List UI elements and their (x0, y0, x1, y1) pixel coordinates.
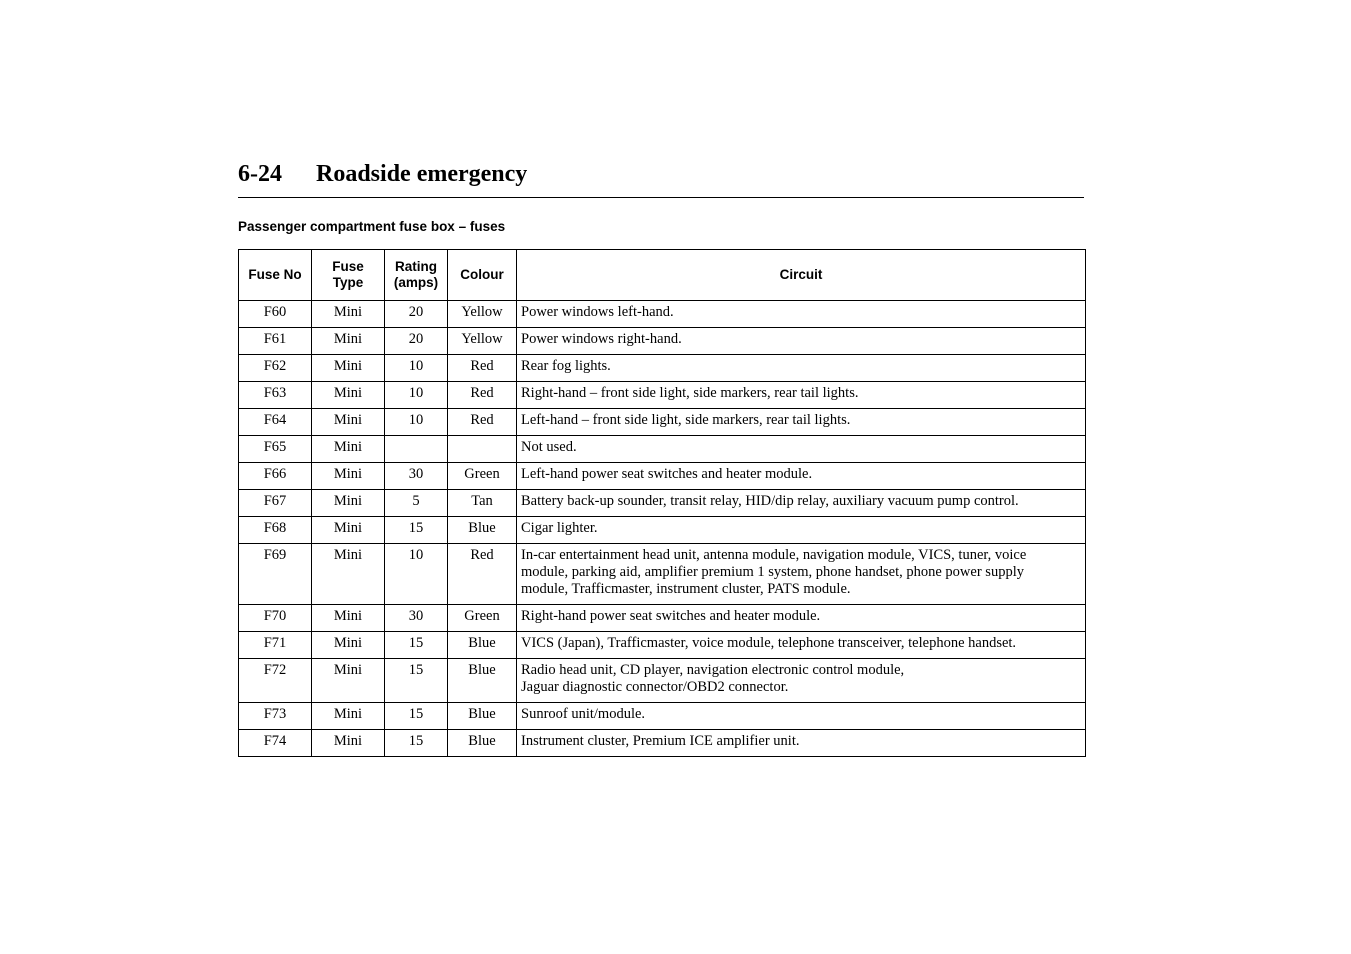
cell-fuse-no: F67 (239, 490, 312, 517)
cell-rating: 15 (385, 632, 448, 659)
circuit-line: VICS (Japan), Trafficmaster, voice module, telephone transceiver, telephone handset. (521, 635, 1017, 651)
table-row (239, 382, 1086, 409)
cell-fuse-type: Mini (312, 517, 385, 544)
cell-circuit (517, 355, 1086, 382)
cell-rating: 10 (385, 409, 448, 436)
column-header-fuse-no: Fuse No (239, 250, 312, 301)
cell-fuse-no: F63 (239, 382, 312, 409)
cell-rating: 5 (385, 490, 448, 517)
circuit-line: Cigar lighter. (521, 520, 598, 536)
page-header (238, 158, 1084, 198)
cell-rating: 10 (385, 382, 448, 409)
table-row (239, 659, 1086, 703)
cell-fuse-type: Mini (312, 409, 385, 436)
cell-fuse-type: Mini (312, 490, 385, 517)
cell-rating: 15 (385, 659, 448, 703)
cell-circuit (517, 544, 1086, 605)
cell-fuse-no: F72 (239, 659, 312, 703)
cell-circuit (517, 409, 1086, 436)
cell-fuse-type: Mini (312, 659, 385, 703)
circuit-line: Not used. (521, 439, 577, 455)
cell-circuit (517, 490, 1086, 517)
table-row (239, 436, 1086, 463)
table-header-row (239, 250, 1086, 301)
table-row (239, 355, 1086, 382)
cell-fuse-type: Mini (312, 355, 385, 382)
cell-colour: Red (448, 544, 517, 605)
cell-fuse-type: Mini (312, 730, 385, 757)
cell-circuit (517, 463, 1086, 490)
cell-colour: Red (448, 409, 517, 436)
cell-circuit (517, 382, 1086, 409)
cell-fuse-no: F61 (239, 328, 312, 355)
circuit-line: module, parking aid, amplifier premium 1 system, phone handset, phone power supply (521, 564, 1024, 580)
cell-fuse-type: Mini (312, 301, 385, 328)
cell-circuit (517, 517, 1086, 544)
cell-circuit (517, 659, 1086, 703)
circuit-line: In-car entertainment head unit, antenna module, navigation module, VICS, tuner, voice (521, 547, 1027, 563)
cell-colour: Blue (448, 730, 517, 757)
cell-colour: Red (448, 382, 517, 409)
cell-colour: Blue (448, 659, 517, 703)
circuit-line: Sunroof unit/module. (521, 706, 646, 722)
cell-fuse-no: F70 (239, 605, 312, 632)
column-header-colour: Colour (448, 250, 517, 301)
circuit-line: module, Trafficmaster, instrument cluster, PATS module. (521, 581, 851, 597)
cell-rating: 10 (385, 355, 448, 382)
cell-rating: 15 (385, 730, 448, 757)
cell-circuit (517, 328, 1086, 355)
cell-circuit (517, 730, 1086, 757)
cell-fuse-no: F62 (239, 355, 312, 382)
circuit-line: Rear fog lights. (521, 358, 611, 374)
cell-fuse-no: F64 (239, 409, 312, 436)
cell-colour: Green (448, 605, 517, 632)
circuit-line: Jaguar diagnostic connector/OBD2 connector. (521, 679, 789, 695)
table-row (239, 490, 1086, 517)
cell-fuse-no: F68 (239, 517, 312, 544)
cell-colour: Blue (448, 517, 517, 544)
circuit-line: Instrument cluster, Premium ICE amplifier unit. (521, 733, 800, 749)
page-title (238, 158, 527, 190)
cell-colour: Green (448, 463, 517, 490)
page-number: 6-24 (238, 161, 282, 187)
circuit-line: Right-hand – front side light, side markers, rear tail lights. (521, 385, 859, 401)
cell-fuse-type: Mini (312, 632, 385, 659)
cell-fuse-type: Mini (312, 382, 385, 409)
cell-fuse-type: Mini (312, 544, 385, 605)
cell-rating: 30 (385, 605, 448, 632)
cell-fuse-no: F74 (239, 730, 312, 757)
table-row (239, 463, 1086, 490)
cell-circuit (517, 436, 1086, 463)
cell-colour (448, 436, 517, 463)
cell-rating: 30 (385, 463, 448, 490)
cell-fuse-no: F69 (239, 544, 312, 605)
cell-colour: Yellow (448, 301, 517, 328)
table-row (239, 730, 1086, 757)
circuit-line: Left-hand – front side light, side markers, rear tail lights. (521, 412, 851, 428)
circuit-line: Power windows right-hand. (521, 331, 682, 347)
cell-rating: 20 (385, 328, 448, 355)
cell-colour: Yellow (448, 328, 517, 355)
table-body (239, 301, 1086, 757)
cell-circuit (517, 605, 1086, 632)
fuse-table (238, 249, 1086, 757)
table-row (239, 703, 1086, 730)
table-row (239, 544, 1086, 605)
table-row (239, 409, 1086, 436)
cell-rating: 15 (385, 517, 448, 544)
table-row (239, 517, 1086, 544)
cell-circuit (517, 703, 1086, 730)
cell-fuse-type: Mini (312, 328, 385, 355)
table-row (239, 328, 1086, 355)
cell-fuse-type: Mini (312, 463, 385, 490)
table-row (239, 301, 1086, 328)
circuit-line: Battery back-up sounder, transit relay, HID/dip relay, auxiliary vacuum pump control. (521, 493, 1019, 509)
cell-circuit (517, 301, 1086, 328)
cell-fuse-no: F73 (239, 703, 312, 730)
cell-colour: Tan (448, 490, 517, 517)
cell-rating: 15 (385, 703, 448, 730)
section-title: Roadside emergency (316, 161, 528, 187)
cell-colour: Blue (448, 703, 517, 730)
column-header-rating: Rating (amps) (385, 250, 448, 301)
table-heading: Passenger compartment fuse box – fuses (238, 219, 506, 234)
cell-colour: Blue (448, 632, 517, 659)
cell-fuse-no: F60 (239, 301, 312, 328)
table-row (239, 632, 1086, 659)
cell-colour: Red (448, 355, 517, 382)
cell-fuse-no: F66 (239, 463, 312, 490)
circuit-line: Right-hand power seat switches and heater module. (521, 608, 821, 624)
cell-fuse-type: Mini (312, 703, 385, 730)
cell-fuse-type: Mini (312, 436, 385, 463)
column-header-circuit: Circuit (517, 250, 1086, 301)
circuit-line: Radio head unit, CD player, navigation electronic control module, (521, 662, 905, 678)
cell-fuse-no: F65 (239, 436, 312, 463)
circuit-line: Power windows left-hand. (521, 304, 674, 320)
cell-rating: 10 (385, 544, 448, 605)
cell-fuse-no: F71 (239, 632, 312, 659)
table-row (239, 605, 1086, 632)
cell-circuit (517, 632, 1086, 659)
circuit-line: Left-hand power seat switches and heater module. (521, 466, 813, 482)
column-header-fuse-type: Fuse Type (312, 250, 385, 301)
cell-rating: 20 (385, 301, 448, 328)
cell-fuse-type: Mini (312, 605, 385, 632)
cell-rating (385, 436, 448, 463)
